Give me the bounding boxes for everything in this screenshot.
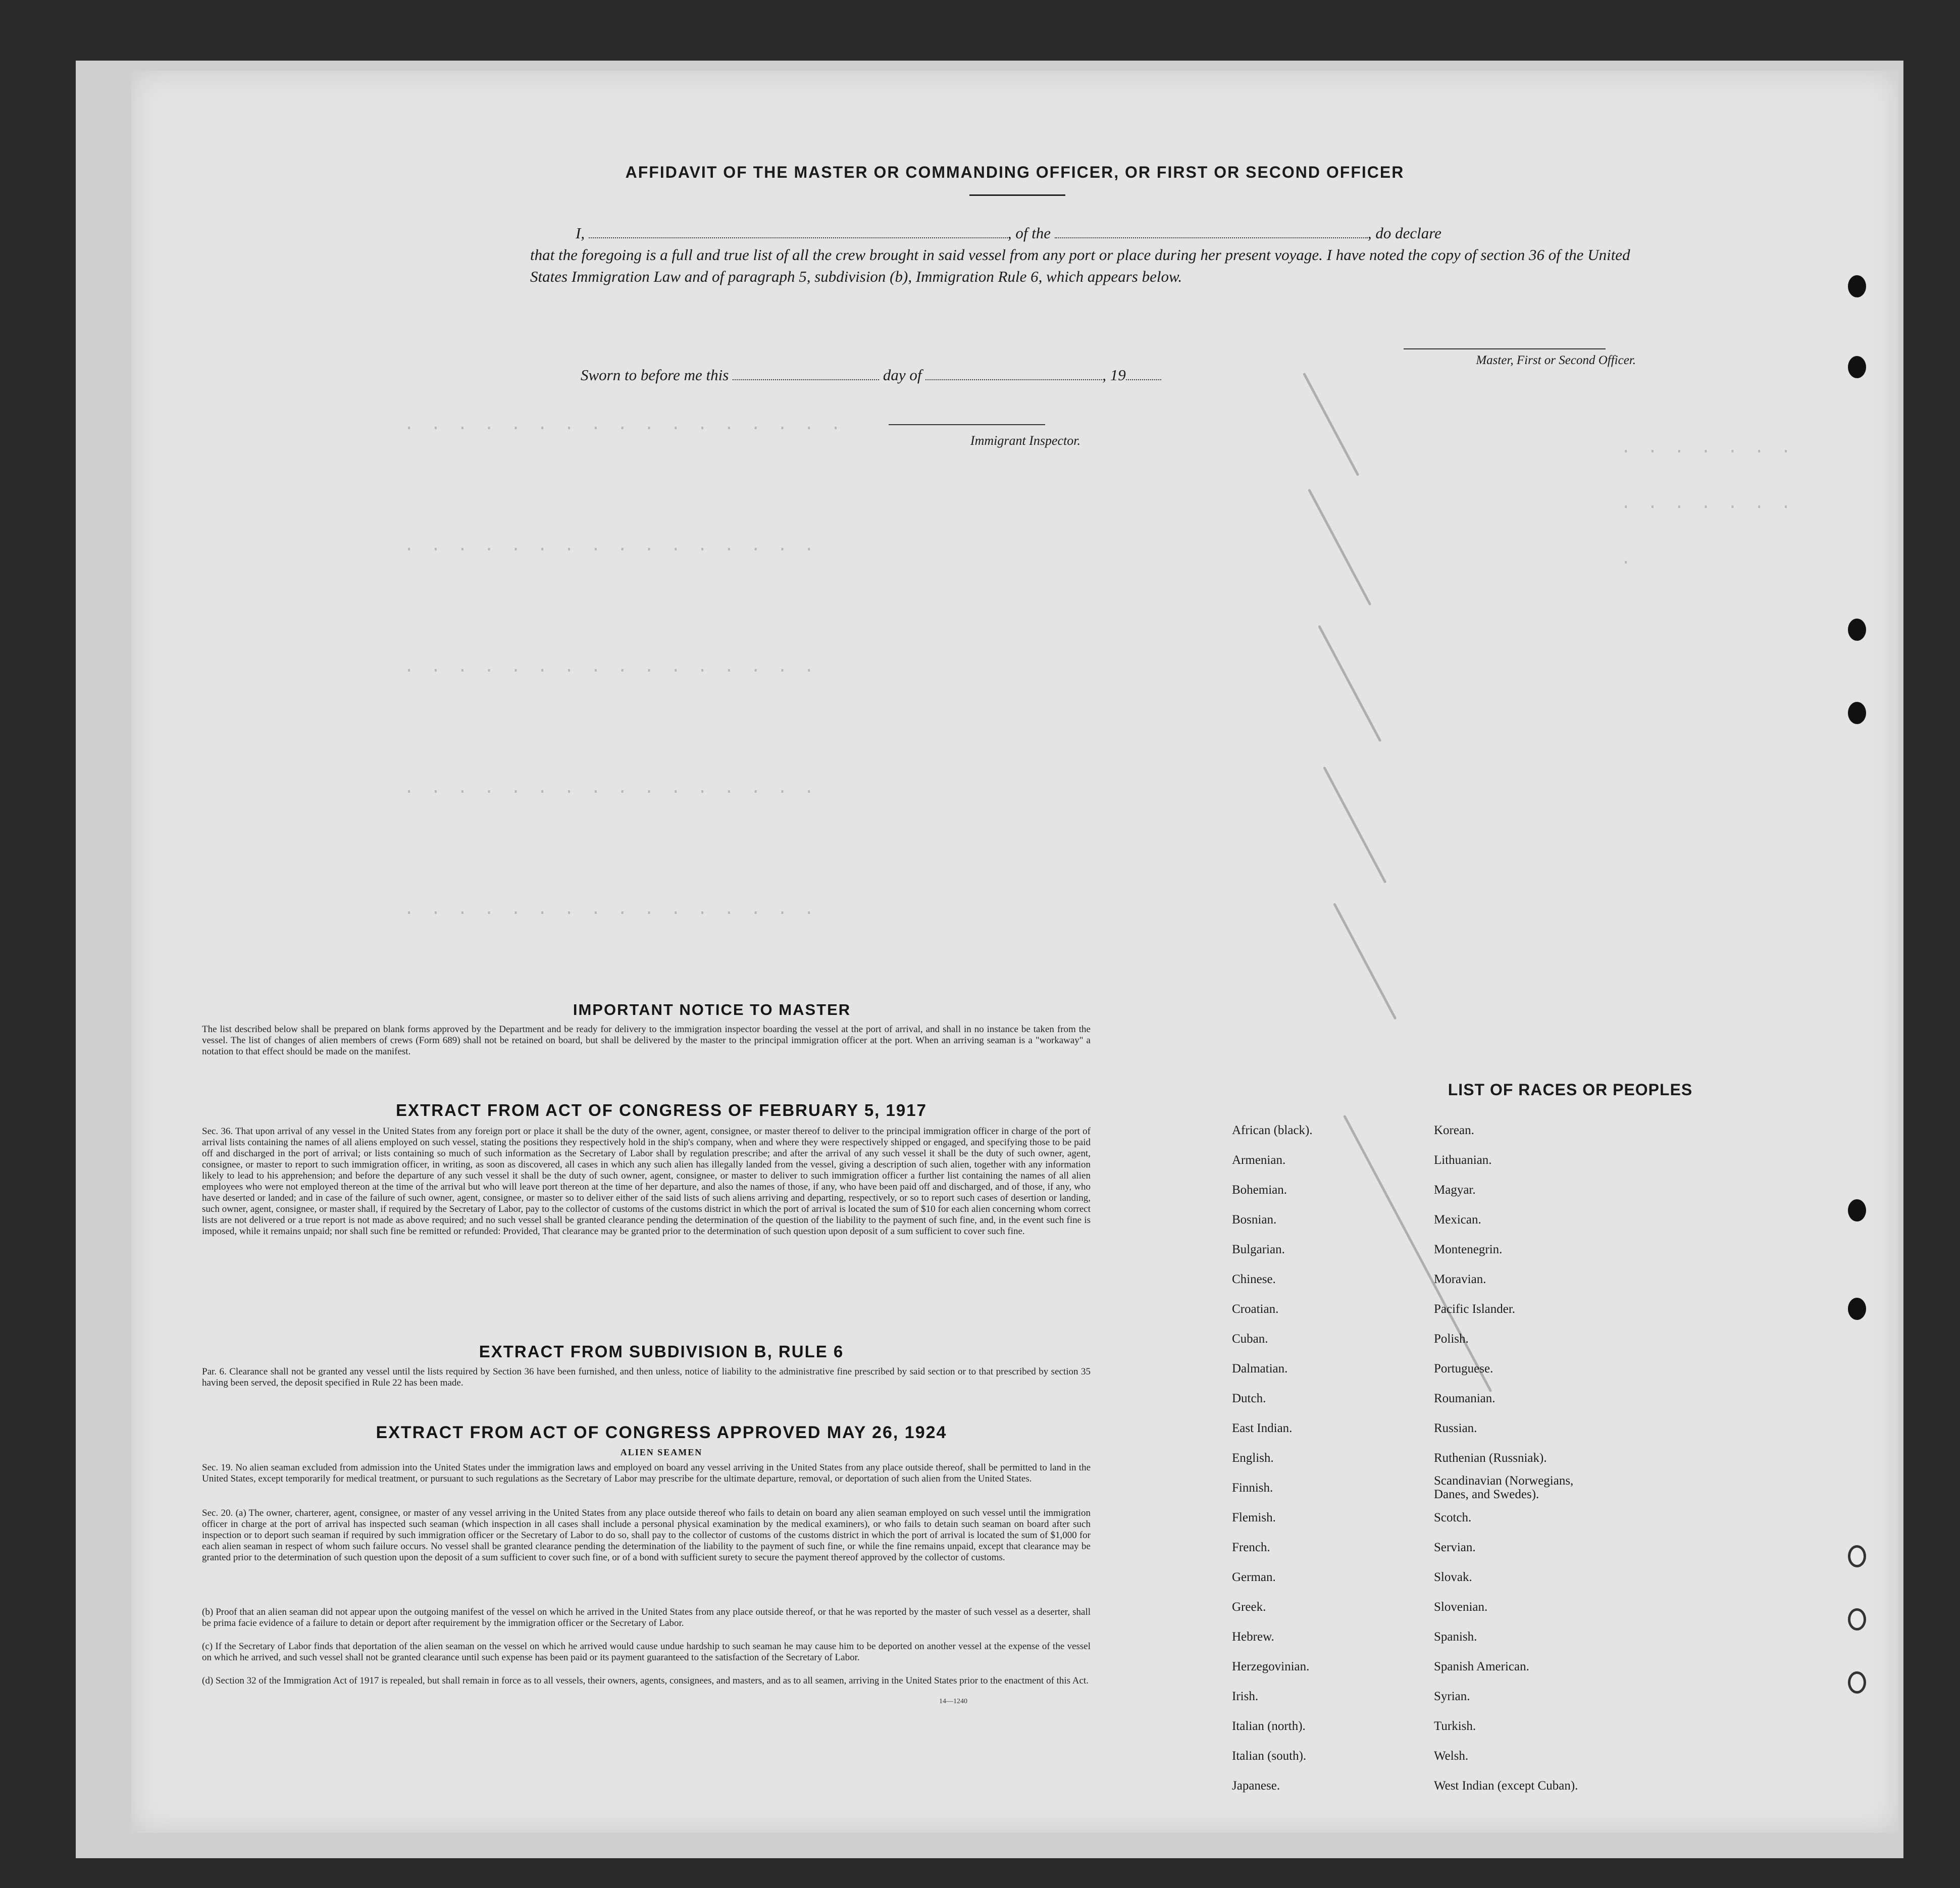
binder-hole (1848, 1199, 1866, 1221)
binder-hole (1848, 356, 1866, 378)
race-item-right: Slovenian. (1434, 1600, 1488, 1614)
pencil-mark (1323, 767, 1386, 884)
race-item-left: French. (1232, 1541, 1270, 1554)
race-item-left: Greek. (1232, 1600, 1266, 1614)
race-item-left: Bohemian. (1232, 1183, 1287, 1197)
race-item-right: Scotch. (1434, 1511, 1472, 1524)
bleed-through-text: · · · · · · · · · · · · · · · · (404, 904, 817, 923)
bleed-through-text: · · · · · · · · · · · · · · · · · (404, 419, 844, 438)
binder-hole (1848, 1298, 1866, 1320)
races-title: LIST OF RACES OR PEOPLES (1448, 1081, 1693, 1099)
extract-1924-sec20c: (c) If the Secretary of Labor finds that deportation of the alien seaman on the vessel on which he arrived would cause undue hardship to such seaman he may cause him to be deported on another vessel at the expense of the vessel on which he arrived, and such vessel shall not be granted clearance until such expense has been paid or its payment guaranteed to the satisfaction of the Secretary of Labor. (202, 1641, 1091, 1663)
vessel-field[interactable] (1055, 225, 1368, 238)
bleed-through-text: · · · · · · · · · · · · · · · (1621, 442, 1794, 573)
form-number: 14—1240 (939, 1698, 967, 1705)
race-item-left: Irish. (1232, 1690, 1259, 1703)
race-item-left: German. (1232, 1570, 1276, 1584)
extract-1917-text: Sec. 36. That upon arrival of any vessel in the United States from any foreign port or place it shall be the duty of the owner, agent, consignee, or master thereof to deliver to the principal immigration officer in charge of the port of arrival lists containing the names of all aliens employed on such vessel, stating the positions they respectively hold in the ship's company, when and where they were respectively shipped or engaged, and specifying those to be paid off and discharged in the port of arrival; or lists containing so much of such information as the Secretary of Labor shall by regulation prescribe; and after the arrival of any such vessel it shall be the duty of such owner, agent, consignee, or master to report to such immigration officer, in writing, as soon as discovered, all cases in which any such alien has illegally landed from the vessel, giving a description of such alien, together with any information likely to lead to his apprehension; and before the departure of any such vessel it shall be the duty of such owner, agent, consignee, or master to deliver to such immigration officer a further list containing the names of all alien employees who were not employed thereon at the time of the arrival but who will leave port thereon at the time of her departure, and also the names of those, if any, who have been paid off and discharged, and of those, if any, who have deserted or landed; and in case of the failure of such owner, agent, consignee, or master so to deliver either of the said lists of such aliens arriving and departing, respectively, or so to report such cases of desertion or landing, such owner, agent, consignee, or master shall, if required by the Secretary of Labor, pay to the collector of customs of the customs district in which the port of arrival is located the sum of $10 for each alien concerning whom correct lists are not delivered or a true report is not made as above required; and no such vessel shall be granted clearance pending the determination of the question of the liability to the payment of such fine, and, in the event such fine is imposed, while it remains unpaid; nor shall such fine be remitted or refunded: Provided, That clearance may be granted prior to the determination of such question upon deposit of a sum sufficient to cover such fine. (202, 1126, 1091, 1237)
binder-hole (1848, 702, 1866, 724)
binder-hole (1848, 1545, 1866, 1567)
binder-hole (1848, 275, 1866, 297)
pencil-mark (1318, 625, 1381, 742)
race-item-right: West Indian (except Cuban). (1434, 1779, 1578, 1793)
race-item-right: Syrian. (1434, 1690, 1470, 1703)
race-item-left: Armenian. (1232, 1153, 1286, 1167)
race-item-right: Korean. (1434, 1124, 1474, 1137)
affidavit-declare: , do declare (1367, 224, 1441, 242)
race-item-right: Mexican. (1434, 1213, 1481, 1227)
race-item-right: Servian. (1434, 1541, 1476, 1554)
race-item-right: Welsh. (1434, 1749, 1469, 1763)
signature-line[interactable] (1404, 348, 1606, 349)
race-item-right: Portuguese. (1434, 1362, 1493, 1375)
extract-1917-title: EXTRACT FROM ACT OF CONGRESS OF FEBRUARY 5, 1917 (396, 1101, 927, 1119)
pencil-mark (1308, 489, 1371, 606)
race-item-right: Spanish American. (1434, 1660, 1529, 1673)
sworn-line (581, 366, 1161, 384)
affidavit-of-the: , of the (1007, 224, 1051, 242)
affidavit-title: AFFIDAVIT OF THE MASTER OR COMMANDING OFFICER, OR FIRST OR SECOND OFFICER (625, 163, 1405, 181)
race-item-right: Polish. (1434, 1332, 1469, 1346)
pencil-mark (1333, 903, 1397, 1020)
title-rule (969, 194, 1065, 196)
binder-hole (1848, 619, 1866, 641)
race-item-left: Bulgarian. (1232, 1243, 1285, 1256)
binder-hole (1848, 1608, 1866, 1630)
race-item-left: Hebrew. (1232, 1630, 1274, 1644)
race-item-right: Magyar. (1434, 1183, 1476, 1197)
sworn-day-of: day of (883, 366, 922, 384)
pencil-mark (1303, 373, 1359, 476)
race-item-right: Roumanian. (1434, 1392, 1495, 1405)
race-item-left: Finnish. (1232, 1481, 1273, 1495)
manifest-page (131, 71, 1898, 1833)
race-item-left: Japanese. (1232, 1779, 1280, 1793)
race-item-left: Italian (north). (1232, 1719, 1306, 1733)
race-item-right: Lithuanian. (1434, 1153, 1492, 1167)
sworn-year-prefix: , 19 (1102, 366, 1126, 384)
race-item-left: Croatian. (1232, 1302, 1279, 1316)
race-item-right: Montenegrin. (1434, 1243, 1503, 1256)
race-item-right: Moravian. (1434, 1272, 1486, 1286)
race-item-right: Slovak. (1434, 1570, 1472, 1584)
notice-text: The list described below shall be prepared on blank forms approved by the Department and be ready for delivery to the immigration inspector boarding the vessel at the port of arrival, and shall in no instance be taken from the vessel. The list of changes of alien members of crews (Form 689) shall not be retained on board, but shall be delivered by the master to the principal immigration officer at the port. When an arriving seaman is a "workaway" a notation to that effect should be made on the manifest. (202, 1024, 1091, 1057)
extract-1924-sec20a: Sec. 20. (a) The owner, charterer, agent, consignee, or master of any vessel arriving in the United States from any place outside thereof who fails to detain on board any alien seaman employed on such vessel until the immigration officer in charge at the port of arrival has inspected such seaman (which inspection in all cases shall include a personal physical examination by the medical examiners), or who fails to detain such seaman on board after such inspection or to deport such seaman if required by such immigration officer or the Secretary of Labor to do so, shall pay to the collector of customs of the customs district in which the port of arrival is located the sum of $1,000 for each alien seaman in respect of whom such failure occurs. No vessel shall be granted clearance pending the determination of the liability to the payment of such fine, or while the fine remains unpaid, except that clearance may be granted prior to the determination of such question upon the deposit of a sum sufficient to cover such fine, or of a bond with sufficient surety to secure the payment thereof approved by the collector of customs. (202, 1508, 1091, 1563)
affidavit-body: that the foregoing is a full and true list of all the crew brought in said vessel from any port or place during her present voyage. I have noted the copy of section 36 of the United States Immigration Law and of paragraph 5, subdivision (b), Immigration Rule 6, which appears below. (530, 246, 1630, 285)
extract-rule6-title: EXTRACT FROM SUBDIVISION B, RULE 6 (479, 1342, 844, 1361)
alien-seamen-subtitle: ALIEN SEAMEN (620, 1447, 703, 1457)
race-item-left: Italian (south). (1232, 1749, 1307, 1763)
extract-1924-sec20d: (d) Section 32 of the Immigration Act of 1917 is repealed, but shall remain in force as to all vessels, their owners, agents, consignees, and masters, and as to all seamen, arriving in the United States prior to the enactment of this Act. (202, 1675, 1089, 1686)
sworn-day-field[interactable] (733, 367, 879, 380)
race-item-right: Turkish. (1434, 1719, 1476, 1733)
race-item-left: East Indian. (1232, 1421, 1293, 1435)
inspector-label: Immigrant Inspector. (970, 433, 1080, 448)
affidavit-text (530, 222, 1661, 287)
extract-1924-sec20b: (b) Proof that an alien seaman did not appear upon the outgoing manifest of the vessel on which he arrived in the United States from any place outside thereof, or that he was reported by the master of such vessel as a deserter, shall be prima facie evidence of a failure to detain or deport after requirement by the immigration officer or the Secretary of Labor. (202, 1607, 1091, 1628)
bleed-through-text: · · · · · · · · · · · · · · · · (404, 783, 817, 802)
sworn-year-field[interactable] (1126, 367, 1161, 380)
inspector-signature-line[interactable] (889, 424, 1045, 425)
race-item-left: Cuban. (1232, 1332, 1268, 1346)
race-item-right: Russian. (1434, 1421, 1477, 1435)
race-item-left: Chinese. (1232, 1272, 1276, 1286)
bleed-through-text: · · · · · · · · · · · · · · · · (404, 661, 817, 681)
extract-1924-sec19: Sec. 19. No alien seaman excluded from admission into the United States under the immigration laws and employed on board any vessel arriving in the United States from any place outside thereof, shall be permitted to land in the United States, except temporarily for medical treatment, or pursuant to such regulations as the Secretary of Labor may prescribe for the ultimate departure, removal, or deportation of such alien from the United States. (202, 1462, 1091, 1484)
affidavit-i: I, (576, 224, 585, 242)
race-item-right: Scandinavian (Norwegians, Danes, and Swedes). (1434, 1474, 1574, 1501)
bleed-through-text: · · · · · · · · · · · · · · · · (404, 540, 817, 559)
notice-title: IMPORTANT NOTICE TO MASTER (573, 1001, 851, 1018)
race-item-left: Dutch. (1232, 1392, 1266, 1405)
race-item-left: Herzegovinian. (1232, 1660, 1310, 1673)
signature-label: Master, First or Second Officer. (1476, 353, 1636, 367)
extract-rule6-text: Par. 6. Clearance shall not be granted any vessel until the lists required by Section 36 have been furnished, and then unless, notice of liability to the administrative fine prescribed by said section or to that prescribed by section 35 having been served, the deposit specified in Rule 22 has been made. (202, 1366, 1091, 1388)
extract-1924-title: EXTRACT FROM ACT OF CONGRESS APPROVED MAY 26, 1924 (376, 1423, 947, 1442)
race-item-left: African (black). (1232, 1124, 1313, 1137)
sworn-month-field[interactable] (925, 367, 1102, 380)
race-item-left: English. (1232, 1451, 1274, 1465)
sworn-start: Sworn to before me this (581, 366, 729, 384)
race-item-left: Dalmatian. (1232, 1362, 1288, 1375)
race-item-right: Ruthenian (Russniak). (1434, 1451, 1547, 1465)
name-field[interactable] (589, 225, 1008, 238)
binder-hole (1848, 1671, 1866, 1694)
race-item-right: Pacific Islander. (1434, 1302, 1516, 1316)
race-item-left: Bosnian. (1232, 1213, 1277, 1227)
race-item-right: Spanish. (1434, 1630, 1477, 1644)
race-item-left: Flemish. (1232, 1511, 1276, 1524)
